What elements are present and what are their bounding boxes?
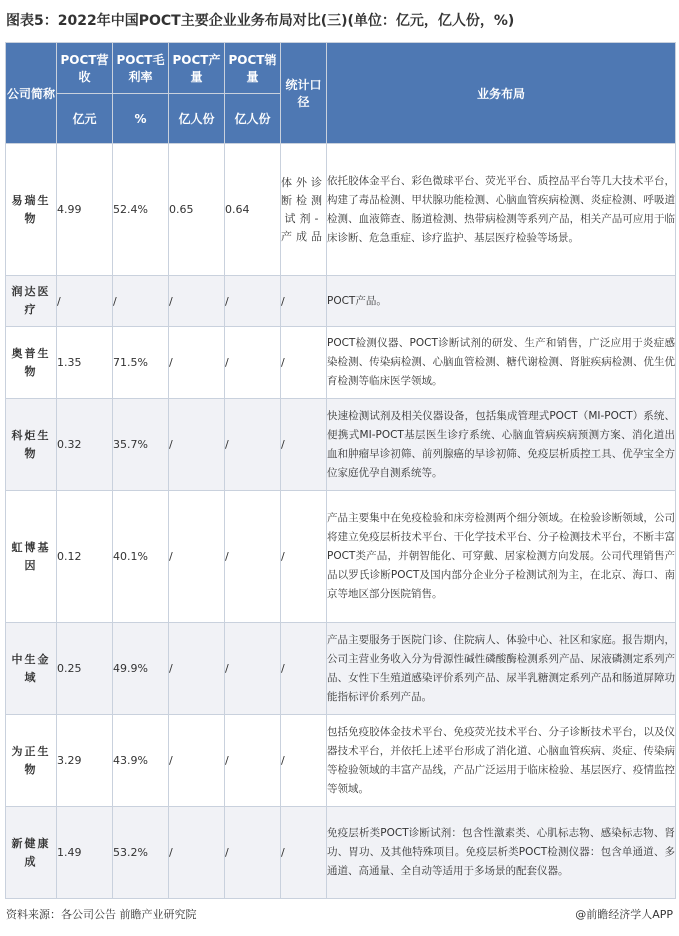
output-value: /	[169, 399, 225, 491]
business-text: POCT检测仪器、POCT诊断试剂的研发、生产和销售，广泛应用于炎症感染检测、传染病检测、心脑血管检测、糖代谢检测、肾脏疾病检测、优生优育检测等临床医学领域。	[327, 327, 676, 399]
sales-value: /	[225, 715, 281, 807]
revenue-value: 3.29	[57, 715, 113, 807]
company-name: 虹博基因	[6, 491, 57, 623]
revenue-value: 1.35	[57, 327, 113, 399]
header-scope: 统计口径	[281, 43, 327, 144]
business-text: 产品主要服务于医院门诊、住院病人、体验中心、社区和家庭。报告期内，公司主营业务收入分为骨源性碱性磷酸酶检测系列产品、尿液磷测定系列产品、女性下生殖道感染评价系列产品、尿半乳糖测定系列产品和肠道屏障功能指标评价系列产品。	[327, 623, 676, 715]
header-business: 业务布局	[327, 43, 676, 144]
sales-value: /	[225, 399, 281, 491]
margin-value: 40.1%	[113, 491, 169, 623]
output-value: /	[169, 623, 225, 715]
scope-value: /	[281, 623, 327, 715]
business-text: 快速检测试剂及相关仪器设备，包括集成管理式POCT（MI-POCT）系统、便携式MI-POCT基层医生诊疗系统、心脑血管病疾病预测方案、消化道出血和肿瘤早诊初筛、前列腺癌的早诊初筛、免疫层析质控工具、优孕宝全方位家庭优孕自测系统等。	[327, 399, 676, 491]
header-revenue: POCT营收	[57, 43, 113, 94]
scope-value: /	[281, 327, 327, 399]
table-row	[6, 623, 676, 715]
company-name: 奥普生物	[6, 327, 57, 399]
table-row	[6, 276, 676, 327]
business-text: 免疫层析类POCT诊断试剂：包含性激素类、心肌标志物、感染标志物、肾功、胃功、及其他特殊项目。免疫层析类POCT检测仪器：包含单通道、多通道、高通量、全自动等适用于多场景的配套仪器。	[327, 807, 676, 899]
margin-value: 49.9%	[113, 623, 169, 715]
business-text: 依托胶体金平台、彩色微球平台、荧光平台、质控品平台等几大技术平台，构建了毒品检测、甲状腺功能检测、心脑血管疾病检测、炎症检测、呼吸道检测、血液筛查、肠道检测、热带病检测等系列产品，相关产品可应用于临床诊断、危急重症、诊疗监护、基层医疗检验等场景。	[327, 144, 676, 276]
output-value: /	[169, 276, 225, 327]
sales-value: /	[225, 623, 281, 715]
header-output: POCT产量	[169, 43, 225, 94]
brand-credit: @前瞻经济学人APP	[575, 908, 673, 921]
sales-value: /	[225, 327, 281, 399]
header-margin: POCT毛利率	[113, 43, 169, 94]
header-revenue-unit: 亿元	[57, 94, 113, 144]
scope-value: 体外诊断检测试剂-产成品	[281, 144, 327, 276]
scope-value: /	[281, 807, 327, 899]
table-row	[6, 491, 676, 623]
scope-value: /	[281, 715, 327, 807]
output-value: 0.65	[169, 144, 225, 276]
company-name: 科炬生物	[6, 399, 57, 491]
output-value: /	[169, 327, 225, 399]
margin-value: 71.5%	[113, 327, 169, 399]
header-output-unit: 亿人份	[169, 94, 225, 144]
header-company: 公司简称	[6, 43, 57, 144]
output-value: /	[169, 491, 225, 623]
business-text: 包括免疫胶体金技术平台、免疫荧光技术平台、分子诊断技术平台，以及仪器技术平台，并依托上述平台形成了消化道、心脑血管疾病、炎症、传染病等检验领域的丰富产品线，产品广泛运用于临床检验、基层医疗、疫情监控等领域。	[327, 715, 676, 807]
revenue-value: /	[57, 276, 113, 327]
table-row	[6, 144, 676, 276]
poct-company-table	[5, 42, 676, 899]
table-row	[6, 715, 676, 807]
source-note: 资料来源：各公司公告 前瞻产业研究院	[6, 908, 197, 921]
sales-value: /	[225, 276, 281, 327]
output-value: /	[169, 807, 225, 899]
scope-value: /	[281, 399, 327, 491]
sales-value: /	[225, 491, 281, 623]
table-row	[6, 327, 676, 399]
margin-value: 52.4%	[113, 144, 169, 276]
scope-value: /	[281, 491, 327, 623]
margin-value: 35.7%	[113, 399, 169, 491]
company-name: 润达医疗	[6, 276, 57, 327]
header-sales: POCT销量	[225, 43, 281, 94]
margin-value: /	[113, 276, 169, 327]
output-value: /	[169, 715, 225, 807]
business-text: POCT产品。	[327, 276, 676, 327]
header-sales-unit: 亿人份	[225, 94, 281, 144]
table-row	[6, 399, 676, 491]
revenue-value: 1.49	[57, 807, 113, 899]
company-name: 新健康成	[6, 807, 57, 899]
revenue-value: 0.25	[57, 623, 113, 715]
margin-value: 53.2%	[113, 807, 169, 899]
chart-title: 图表5：2022年中国POCT主要企业业务布局对比(三)(单位：亿元，亿人份，%)	[6, 13, 515, 29]
scope-value: /	[281, 276, 327, 327]
company-name: 为正生物	[6, 715, 57, 807]
sales-value: /	[225, 807, 281, 899]
company-name: 易瑞生物	[6, 144, 57, 276]
margin-value: 43.9%	[113, 715, 169, 807]
business-text: 产品主要集中在免疫检验和床旁检测两个细分领域。在检验诊断领域，公司将建立免疫层析技术平台、干化学技术平台、分子检测技术平台，不断丰富POCT类产品，并朝智能化、可穿戴、居家检测方向发展。公司代理销售产品以罗氏诊断POCT及国内部分企业分子检测试剂为主，在北京、海口、南京等地区部分医院销售。	[327, 491, 676, 623]
revenue-value: 0.32	[57, 399, 113, 491]
company-name: 中生金域	[6, 623, 57, 715]
sales-value: 0.64	[225, 144, 281, 276]
table-row	[6, 807, 676, 899]
header-margin-unit: %	[113, 94, 169, 144]
revenue-value: 4.99	[57, 144, 113, 276]
revenue-value: 0.12	[57, 491, 113, 623]
